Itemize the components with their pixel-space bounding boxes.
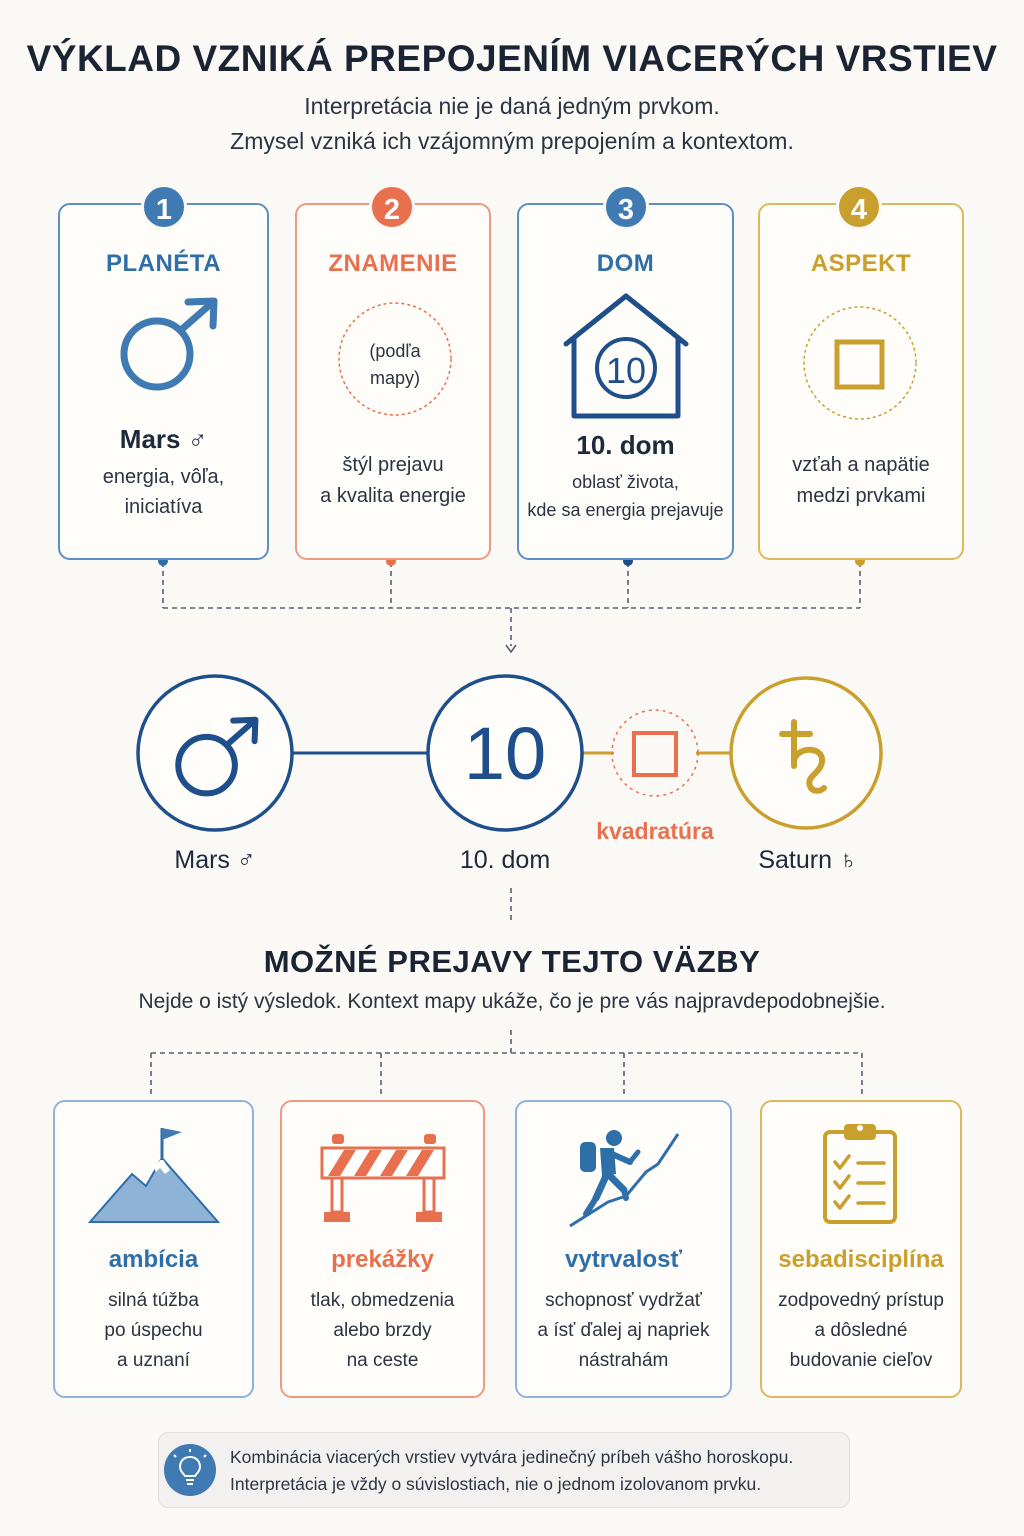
layer-number-1: 1 (141, 184, 187, 230)
hiker-climbing-icon (566, 1126, 682, 1230)
planet-desc-2: iniciatíva (124, 496, 203, 518)
outcome-perseverance-desc-1: schopnosť vydržať (545, 1290, 702, 1311)
outcome-ambition-desc-2: po úspechu (104, 1320, 203, 1341)
outcome-obstacles-desc-3: na ceste (346, 1350, 419, 1371)
aspect-desc-2: medzi prvkami (796, 485, 926, 507)
outcome-label-ambition: ambícia (108, 1246, 199, 1273)
outcome-perseverance-desc-3: nástrahám (578, 1350, 669, 1371)
sign-desc-2: a kvalita energie (320, 485, 466, 507)
checklist-clipboard-icon (820, 1118, 900, 1226)
outcome-ambition-desc-1: silná túžba (108, 1290, 199, 1311)
square-aspect-icon (801, 304, 919, 422)
outcome-label-perseverance: vytrvalosť (565, 1246, 682, 1273)
aspect-desc-1: vzťah a napätie (792, 454, 930, 476)
layer-label-sign: ZNAMENIE (328, 250, 458, 277)
outcome-ambition-desc-3: a uznaní (117, 1350, 190, 1371)
planet-heading: Mars ♂ (119, 424, 208, 454)
saturn-symbol-icon (776, 716, 838, 796)
outcome-label-self-discipline: sebadisciplína (778, 1246, 944, 1273)
sign-inner-2: mapy) (369, 368, 420, 388)
mountain-flag-icon (88, 1124, 220, 1226)
mars-symbol-icon (112, 292, 224, 404)
house-heading: 10. dom (576, 430, 675, 460)
layer-label-planet: PLANÉTA (105, 250, 222, 277)
lightbulb-icon (163, 1443, 217, 1497)
outcome-perseverance-desc-2: a ísť ďalej aj napriek (537, 1320, 710, 1341)
outcomes-title: MOŽNÉ PREJAVY TEJTO VÄZBY (263, 944, 761, 979)
layer-number-3: 3 (603, 184, 649, 230)
combo-house-number: 10 (463, 712, 547, 795)
house-desc-2: kde sa energia prejavuje (527, 500, 724, 520)
summary-note-line-2: Interpretácia je vždy o súvislostiach, nie o jednom izolovanom prvku. (230, 1474, 762, 1494)
outcome-label-obstacles: prekážky (331, 1246, 434, 1273)
outcome-obstacles-desc-2: alebo brzdy (333, 1320, 432, 1341)
combo-house-label: 10. dom (459, 846, 551, 874)
sign-inner-1: (podľa (369, 341, 421, 361)
combo-aspect-label: kvadratúra (596, 818, 714, 844)
combo-planet-label: Mars ♂ (174, 846, 256, 874)
summary-note-line-1: Kombinácia viacerých vrstiev vytvára jedinečný príbeh vášho horoskopu. (230, 1447, 794, 1467)
sign-desc-1: štýl prejavu (342, 454, 444, 476)
page-title: VÝKLAD VZNIKÁ PREPOJENÍM VIACERÝCH VRSTIEV (26, 38, 998, 79)
house-desc-1: oblasť života, (572, 472, 679, 492)
combo-saturn-label: Saturn ♄ (758, 846, 858, 874)
outcome-self-discipline-desc-3: budovanie cieľov (789, 1350, 933, 1371)
layer-label-house: DOM (596, 250, 655, 277)
outcomes-subtitle: Nejde o istý výsledok. Kontext mapy ukáže, čo je pre vás najpravdepodobnejšie. (138, 990, 886, 1013)
outcome-self-discipline-desc-1: zodpovedný prístup (778, 1290, 944, 1311)
outcome-obstacles-desc-1: tlak, obmedzenia (310, 1290, 455, 1311)
house-icon-number: 10 (605, 350, 647, 391)
layer-number-4: 4 (836, 184, 882, 230)
outcome-self-discipline-desc-2: a dôsledné (814, 1320, 908, 1341)
layer-number-2: 2 (369, 184, 415, 230)
combo-mars-icon (168, 712, 264, 808)
subtitle-line-2: Zmysel vzniká ich vzájomným prepojením a kontextom. (230, 128, 794, 154)
subtitle-line-1: Interpretácia nie je daná jedným prvkom. (304, 93, 720, 119)
barrier-icon (318, 1128, 448, 1226)
planet-desc-1: energia, vôľa, (102, 466, 225, 488)
layer-label-aspect: ASPEKT (810, 250, 912, 277)
